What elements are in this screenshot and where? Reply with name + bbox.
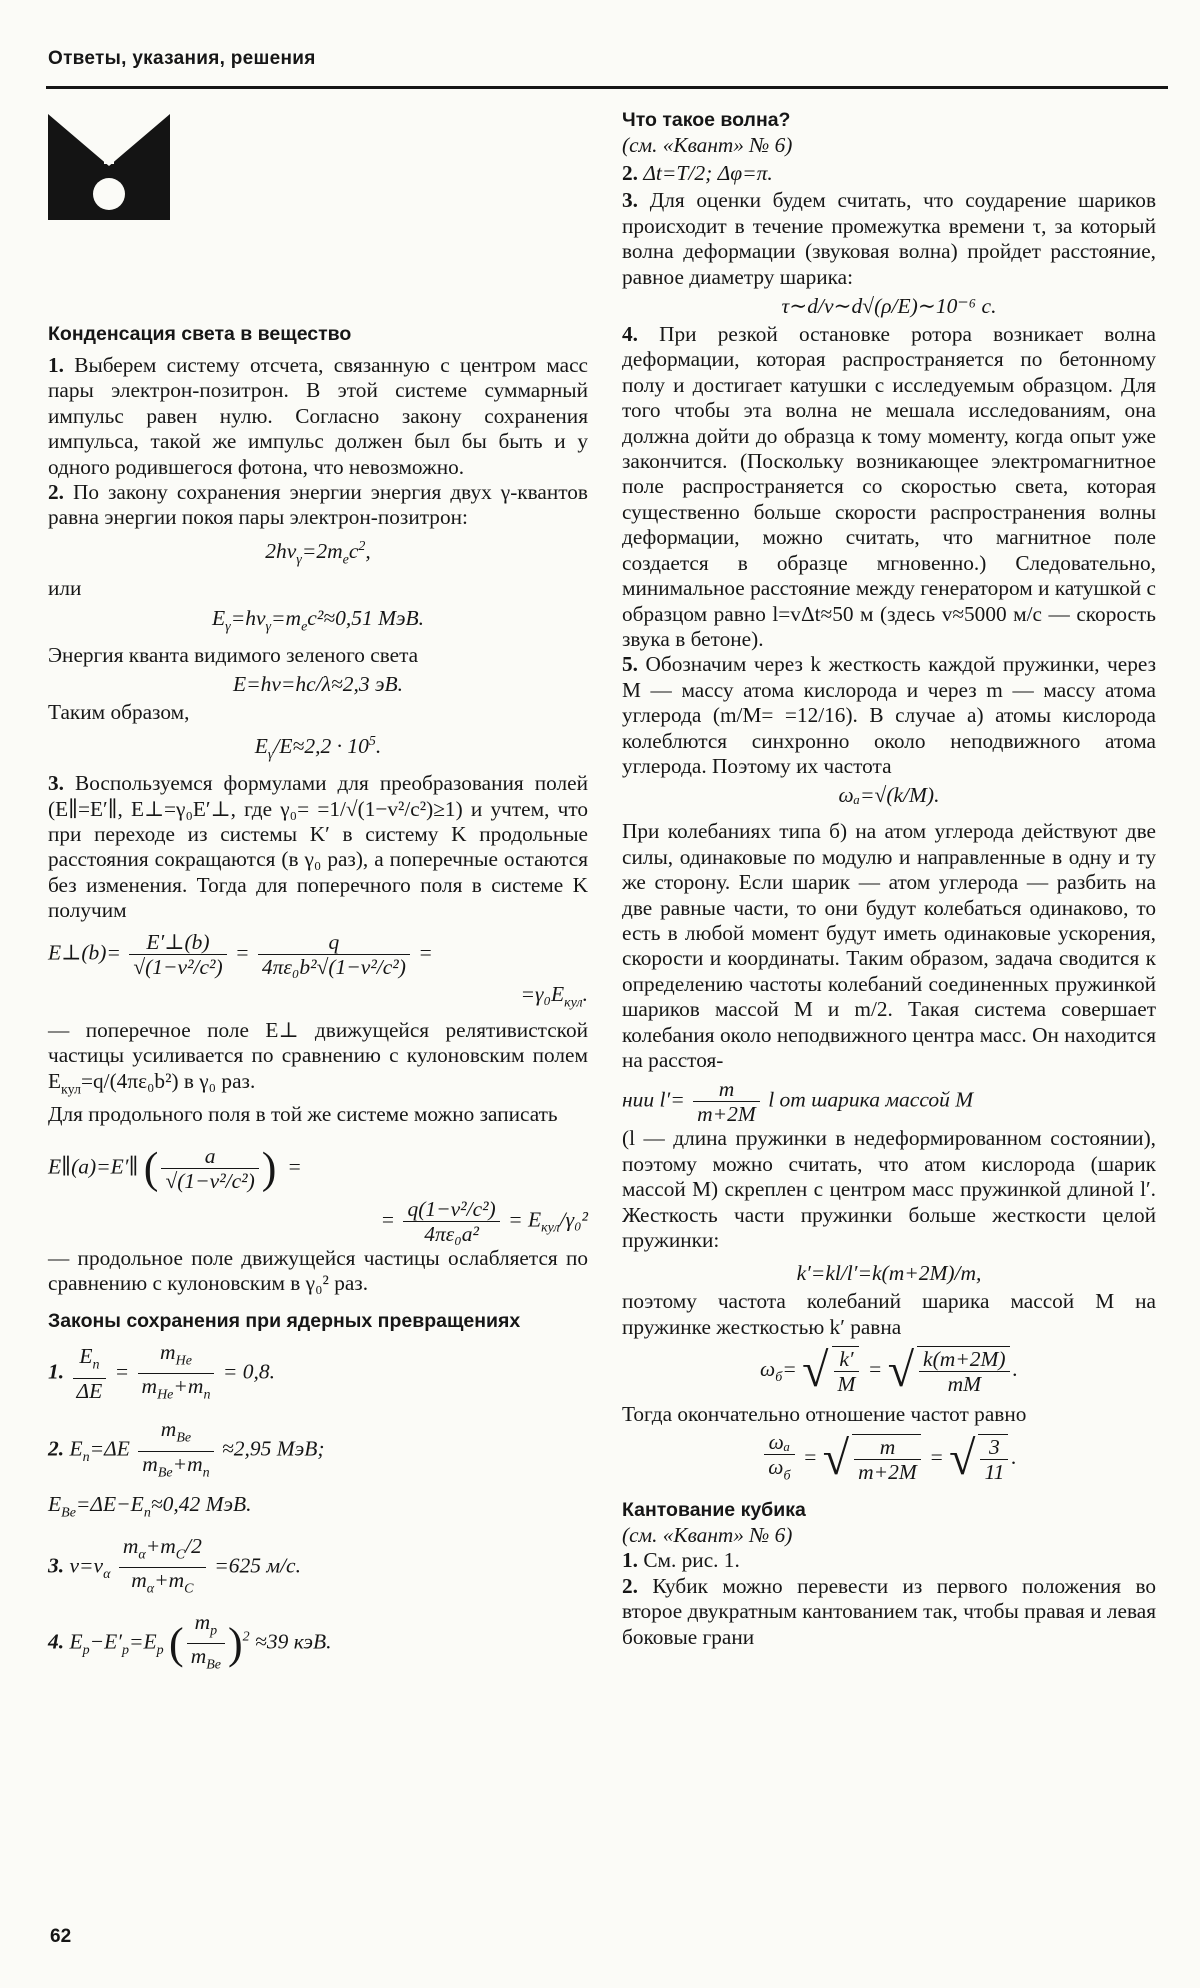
header-rule — [46, 86, 1168, 89]
formula: $=\gamma_0E_{кул}$. — [520, 981, 588, 1010]
paragraph: — поперечное поле E⊥ движущейся релятивистской частицы усиливается по сравнению с кулоновским полем E — [48, 1018, 588, 1093]
section-title: Что такое волна? — [622, 109, 791, 131]
paragraph: — продольное поле движущейся частицы ослабляется по сравнению с кулоновским в γ₀² раз. — [48, 1245, 588, 1296]
formula: ωₐ=√(k/M). — [838, 783, 940, 808]
item-number: 2. — [622, 161, 638, 186]
reference: (см. «Квант» № 6) — [622, 133, 793, 157]
paragraph: или — [48, 576, 82, 601]
formula: Δt=T/2; Δφ=π. — [643, 161, 773, 186]
paragraph: Обозначим через k жесткость каждой пружинки, через M — массу атома кислорода и через m — массу атома углерода (m/M= =12/16). В случае а) атомы кислорода колеблются синхронно около неподвижного атома углерода. Поэтому их частота — [622, 652, 1157, 778]
paragraph: Тогда окончательно отношение частот равно — [622, 1402, 1027, 1427]
running-header: Ответы, указания, решения — [48, 48, 316, 69]
formula: E=hν=hc/λ≈2,3 эВ. — [232, 672, 404, 697]
paragraph: Для оценки будем считать, что соударение шариков происходит в течение промежутка времени τ, за который волна деформации (звуковая волна) пройдет расстояние, равное диаметру шарика: — [622, 188, 1156, 289]
item-number: 2. — [48, 480, 64, 505]
item-number: 4. — [622, 322, 638, 347]
paragraph: При резкой остановке ротора возникает волна деформации, которая распространяется по бетонному полу и достигает катушки с исследуемым образцом. Для того чтобы эта волна не мешала исследованиям, она должна дойти до образца к тому моменту, когда опыт уже закончится. (Поскольку возникающее электромагнитное поле распространяется со скоростью света, которая существенно больше скорости распространения волны деформации, можно считать, что магнитное поле создается в образце мгновенно.) Следовательно, минимальное расстояние между генератором и катушкой с образцом равно l=vΔt≈50 м (здесь v≈5000 м/с — скорость звука в бетоне). — [622, 322, 1156, 651]
paragraph: Кубик можно перевести из первого положения во второе двукратным кантованием так, чтобы правая и левая боковые грани — [622, 1573, 1156, 1649]
item-number: 3. — [48, 771, 64, 796]
section-title: Кантование кубика — [622, 1498, 806, 1521]
paragraph: Для продольного поля в той же системе можно записать — [48, 1102, 558, 1127]
section-title: Законы сохранения при ядерных превращениях — [48, 1309, 521, 1332]
paragraph: По закону сохранения энергии энергия двух γ-квантов равна энергии покоя пары электрон-позитрон: — [48, 480, 588, 530]
formula: 4. $E_p-E'_p=E_p$ ( $\frac{m_p}{m_{Be}}$ )$^2$ ≈39 кэВ. — [48, 1609, 332, 1673]
formula: $\omega_б=$ √ $\frac{k'}{M}$ = √ $\frac{k(m+2M)}{mM}$ . — [760, 1344, 1018, 1398]
section-title: Конденсация света в вещество — [48, 323, 352, 345]
item-number: 5. — [622, 652, 638, 677]
paragraph: При колебаниях типа б) на атом углерода действуют две силы, одинаковые по модулю и направленные в одну и ту же сторону. Если шарик — атом углерода — разбить на две равные части, то они будут колебаться одинаково, то есть в любой момент будут иметь одинаковые ускорения, скорости и координаты. Таким образом, задача сводится к определению частоты колебаний соединенных пружинкой шариков массой M и m/2. Такая система совершает колебания около неподвижного центра масс. Он находится на расстоя- — [622, 819, 1156, 1072]
formula: k′=kl/l′=k(m+2M)/m, — [796, 1261, 982, 1286]
item-number: 3. — [622, 188, 638, 213]
formula: $E_\gamma/E\approx 2,2 \cdot 10^5$. — [254, 733, 382, 763]
formula: $\frac{\text{ωₐ}}{\omega_б}$ = √ $\frac{m}{m+2M}$ = √ $\frac{3}{11}$ . — [622, 1430, 1156, 1488]
formula: $2h\nu_\gamma=2m_ec^2$, — [265, 538, 371, 568]
formula: 1. $\frac{E_n}{\Delta E}$ = $\frac{m_{He}}{m_{He}+m_n}$ = 0,8. — [48, 1339, 275, 1403]
reference: (см. «Квант» № 6) — [622, 1522, 793, 1547]
paragraph: Выберем систему отсчета, связанную с центром масс пары электрон-позитрон. В этой системе суммарный импульс равен нулю. Согласно закону сохранения импульса, такой же импульс должен был бы быть и у одного родившегося фотона, что невозможно. — [48, 353, 589, 479]
paragraph: (l — длина пружинки в недеформированном состоянии), поэтому можно считать, что атом кислорода (шарик массой M) скреплен с центром масс пружинкой длиной l′. Жесткость части пружинки больше жесткости целой пружинки: — [622, 1126, 1156, 1253]
paragraph: Энергия кванта видимого зеленого света — [48, 643, 419, 667]
formula: 3. $v=v_\alpha$ $\frac{m_\alpha+m_C/2}{m_\alpha+m_C}$ =625 м/с. — [48, 1534, 301, 1597]
paragraph: Воспользуемся формулами для преобразования полей (E∥=E′∥, E⊥=γ₀E′⊥, где γ₀= =1/√(1−v²/c²)≥1) и учтем, что при переходе из системы K′ в систему K продольные расстояния сокращаются (в γ₀ раз), а поперечные остаются без изменения. Тогда для поперечного поля в системе K получим — [48, 771, 588, 923]
question-mark-logo-icon — [48, 114, 170, 220]
formula: $E_{Be}=\Delta E-E_n\approx 0,42$ МэВ. — [48, 1491, 252, 1521]
item-number: 1. — [622, 1548, 638, 1573]
formula: = $\frac{\text{q(1−v²/c²)}}{\text{4πε₀a²}}$ = $E_{кул}$/γ₀² — [380, 1196, 588, 1246]
paragraph: Таким образом, — [48, 700, 190, 725]
formula: нии l′= $\frac{m}{m+2M}$ l от шарика массой M — [622, 1077, 974, 1127]
formula: τ∼d/v∼d√(ρ/E)∼10⁻⁶ с. — [781, 294, 997, 319]
formula: 2. $E_n=\Delta E$ $\frac{m_{Be}}{m_{Be}+m_n}$ ≈2,95 МэВ; — [48, 1417, 325, 1480]
paragraph: поэтому частота колебаний шарика массой M на пружинке жесткостью k′ равна — [622, 1289, 1156, 1339]
item-number: 1. — [48, 353, 64, 377]
paragraph: См. рис. 1. — [643, 1548, 740, 1573]
page-number: 62 — [50, 1926, 72, 1947]
formula: $E_\gamma=h\nu_\gamma=m_ec^2\approx 0,51$ МэВ. — [212, 605, 424, 634]
formula: E∥(a)=E′∥ ( $\frac{a}{\text{√(1−v²/c²)}}$ ) = — [48, 1143, 302, 1193]
formula: E⊥(b)= $\frac{E'\perp(b)}{\text{√(1−v²/c²)}}$ = $\frac{q}{\text{4πε₀b²√(1−v²/c²)}}$ = — [48, 929, 433, 979]
item-number: 2. — [622, 1573, 638, 1598]
